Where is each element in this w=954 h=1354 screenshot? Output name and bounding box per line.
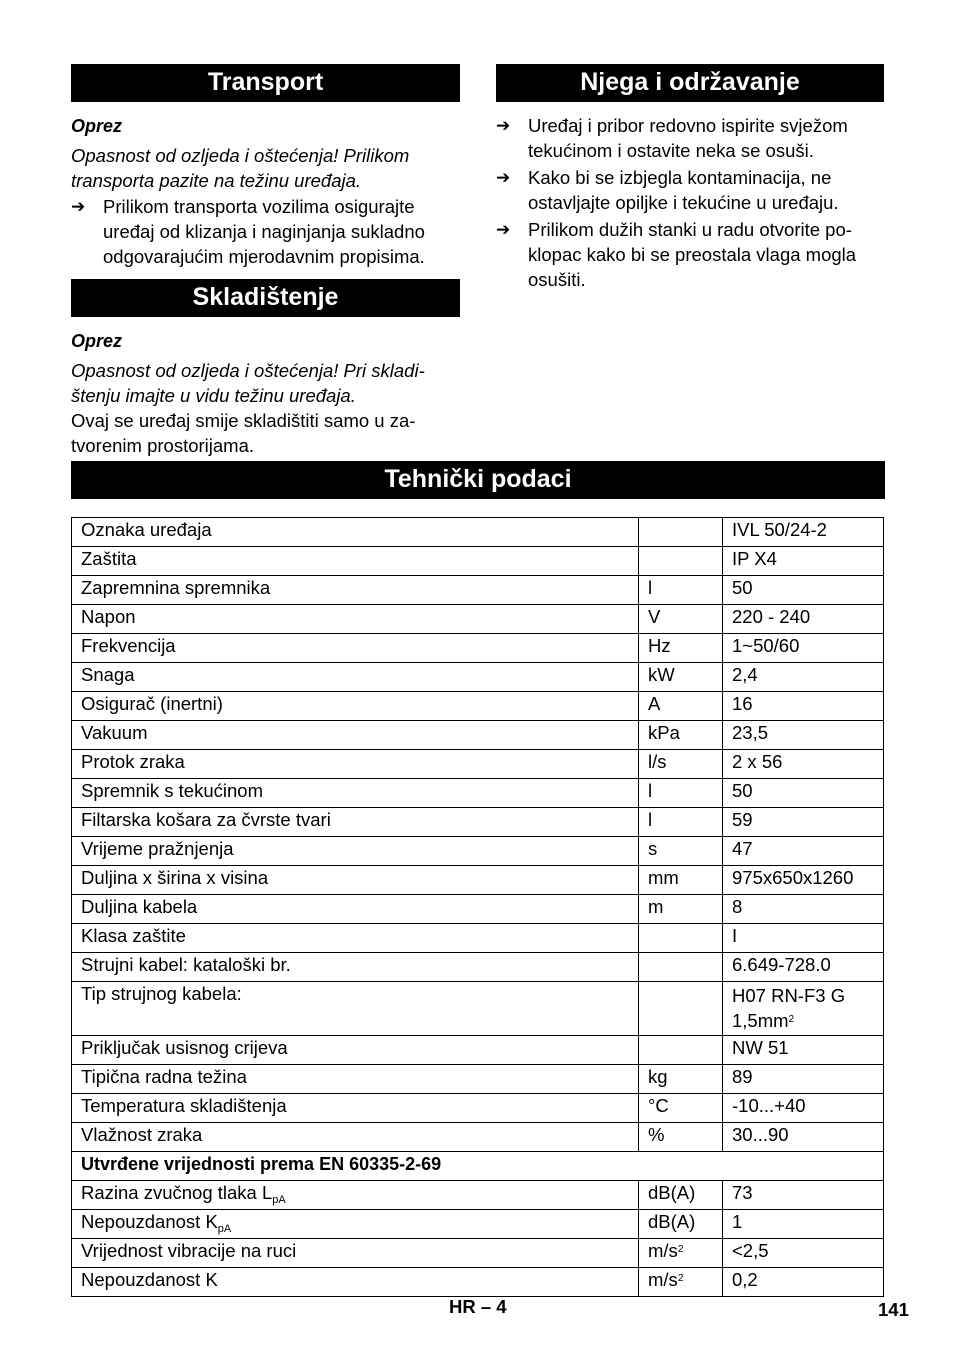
row-unit (639, 953, 723, 982)
row-label: Zaštita (72, 547, 639, 576)
row-unit: mm (639, 866, 723, 895)
row-label: Filtarska košara za čvrste tvari (72, 808, 639, 837)
row-label: Duljina kabela (72, 895, 639, 924)
row-unit: l (639, 808, 723, 837)
arrow-right-icon: ➔ (496, 168, 511, 187)
row-label: Tipična radna težina (72, 1065, 639, 1094)
row-value: 1~50/60 (723, 634, 884, 663)
tech-rows-other (72, 1036, 884, 1152)
row-value: 23,5 (723, 721, 884, 750)
row-unit: Hz (639, 634, 723, 663)
table-row (72, 1210, 884, 1239)
storage-text: Ovaj se uređaj smije skladištiti samo u za- tvorenim prostorijama. (71, 410, 416, 456)
row-value: NW 51 (723, 1036, 884, 1065)
transport-warning: Opasnost od ozljeda i oštećenja! Prilikom transporta pazite na težinu uređaja. (71, 145, 410, 191)
table-row (72, 924, 884, 953)
table-row (72, 808, 884, 837)
row-label: Vrijednost vibracije na ruci (72, 1239, 639, 1268)
transport-caution-label: Oprez (71, 116, 123, 136)
row-unit: A (639, 692, 723, 721)
table-row (72, 692, 884, 721)
row-unit: l (639, 576, 723, 605)
row-value: 47 (723, 837, 884, 866)
table-row (72, 1123, 884, 1152)
storage-heading: Skladištenje (71, 279, 460, 317)
row-value: 220 - 240 (723, 605, 884, 634)
row-value: -10...+40 (723, 1094, 884, 1123)
table-row (72, 1239, 884, 1268)
table-section-row (72, 1152, 884, 1181)
arrow-right-icon: ➔ (71, 197, 86, 216)
row-label: Nepouzdanost $K_{pA}$ (72, 1210, 639, 1239)
table-row (72, 576, 884, 605)
row-label: Klasa zaštite (72, 924, 639, 953)
row-value: 89 (723, 1065, 884, 1094)
row-unit: m (639, 895, 723, 924)
row-value: 0,2 (723, 1268, 884, 1297)
row-unit: l/s (639, 750, 723, 779)
table-row (72, 866, 884, 895)
row-label: Frekvencija (72, 634, 639, 663)
row-unit: °C (639, 1094, 723, 1123)
tech-data-table (71, 517, 884, 1297)
row-value: 16 (723, 692, 884, 721)
row-label: Vakuum (72, 721, 639, 750)
row-value: 30...90 (723, 1123, 884, 1152)
row-unit: kg (639, 1065, 723, 1094)
row-value: 975x650x1260 (723, 866, 884, 895)
table-row (72, 721, 884, 750)
row-unit: s (639, 837, 723, 866)
row-label: Napon (72, 605, 639, 634)
row-unit: l (639, 779, 723, 808)
row-unit: dB(A) (639, 1181, 723, 1210)
row-unit: kPa (639, 721, 723, 750)
table-row (72, 663, 884, 692)
arrow-right-icon: ➔ (496, 116, 511, 135)
table-row (72, 1094, 884, 1123)
tech-rows-emission (72, 1152, 884, 1297)
row-value: 59 (723, 808, 884, 837)
tech-heading: Tehnički podaci (71, 461, 885, 499)
table-row (72, 837, 884, 866)
table-row (72, 518, 884, 547)
left-column (71, 64, 460, 458)
row-value: IVL 50/24-2 (723, 518, 884, 547)
row-label: Razina zvučnog tlaka $L_{pA}$ (72, 1181, 639, 1210)
row-unit: $m/s^2$ (639, 1239, 723, 1268)
care-bullet-2: ➔ Kako bi se izbjegla kontaminacija, ne ostavljajte opiljke i tekućine u uređaju. (496, 167, 839, 213)
transport-heading: Transport (71, 64, 460, 102)
table-row (72, 779, 884, 808)
row-value: 73 (723, 1181, 884, 1210)
row-unit: V (639, 605, 723, 634)
row-unit (639, 924, 723, 953)
row-label: Snaga (72, 663, 639, 692)
arrow-right-icon: ➔ (496, 220, 511, 239)
table-row (72, 1181, 884, 1210)
storage-caution-label: Oprez (71, 331, 123, 351)
row-value: H07 RN-F3 G $1,5mm^2$ (723, 982, 884, 1036)
tech-rows-cable (72, 953, 884, 1036)
row-unit: dB(A) (639, 1210, 723, 1239)
care-bullet-1: ➔ Uređaj i pribor redovno ispirite svježom tekućinom i ostavite neka se osuši. (496, 115, 848, 161)
row-value: 50 (723, 779, 884, 808)
right-column (496, 64, 884, 292)
care-heading: Njega i održavanje (496, 64, 884, 102)
tech-rows-main (72, 518, 884, 953)
table-row (72, 953, 884, 982)
row-unit: kW (639, 663, 723, 692)
page-language-number: HR – 4 (449, 1296, 507, 1317)
row-label: Tip strujnog kabela: (72, 982, 639, 1036)
row-label: Vlažnost zraka (72, 1123, 639, 1152)
table-row (72, 547, 884, 576)
table-row (72, 634, 884, 663)
row-value: 6.649-728.0 (723, 953, 884, 982)
row-label: Duljina x širina x visina (72, 866, 639, 895)
row-value: IP X4 (723, 547, 884, 576)
care-bullet-3: ➔ Prilikom dužih stanki u radu otvorite po- klopac kako bi se preostala vlaga mogla osušiti. (496, 219, 857, 290)
row-value: I (723, 924, 884, 953)
row-label: Priključak usisnog crijeva (72, 1036, 639, 1065)
row-label: Osigurač (inertni) (72, 692, 639, 721)
row-label: Protok zraka (72, 750, 639, 779)
row-unit (639, 1036, 723, 1065)
row-value: 50 (723, 576, 884, 605)
row-label: Strujni kabel: kataloški br. (72, 953, 639, 982)
table-row (72, 1065, 884, 1094)
row-label: Oznaka uređaja (72, 518, 639, 547)
row-unit (639, 547, 723, 576)
table-row (72, 895, 884, 924)
table-row (72, 982, 884, 1036)
row-label: Vrijeme pražnjenja (72, 837, 639, 866)
row-unit: % (639, 1123, 723, 1152)
table-row (72, 750, 884, 779)
transport-bullet: ➔ Prilikom transporta vozilima osigurajte uređaj od klizanja i naginjanja sukladno odgovarajućim mjerodavnim propisima. (71, 196, 425, 267)
storage-warning: Opasnost od ozljeda i oštećenja! Pri skladi- štenju imajte u vidu težinu uređaja. (71, 360, 425, 406)
row-value: 2,4 (723, 663, 884, 692)
section-label: Utvrđene vrijednosti prema EN 60335-2-69 (72, 1152, 884, 1181)
table-row (72, 1268, 884, 1297)
table-row (72, 605, 884, 634)
row-value: 1 (723, 1210, 884, 1239)
row-label: Zapremnina spremnika (72, 576, 639, 605)
table-row (72, 1036, 884, 1065)
row-label: Temperatura skladištenja (72, 1094, 639, 1123)
row-value: <2,5 (723, 1239, 884, 1268)
row-label: Nepouzdanost K (72, 1268, 639, 1297)
row-unit (639, 518, 723, 547)
row-label: Spremnik s tekućinom (72, 779, 639, 808)
row-value: 2 x 56 (723, 750, 884, 779)
page-number: 141 (878, 1299, 909, 1320)
row-value: 8 (723, 895, 884, 924)
row-unit: $m/s^2$ (639, 1268, 723, 1297)
row-unit (639, 982, 723, 1036)
